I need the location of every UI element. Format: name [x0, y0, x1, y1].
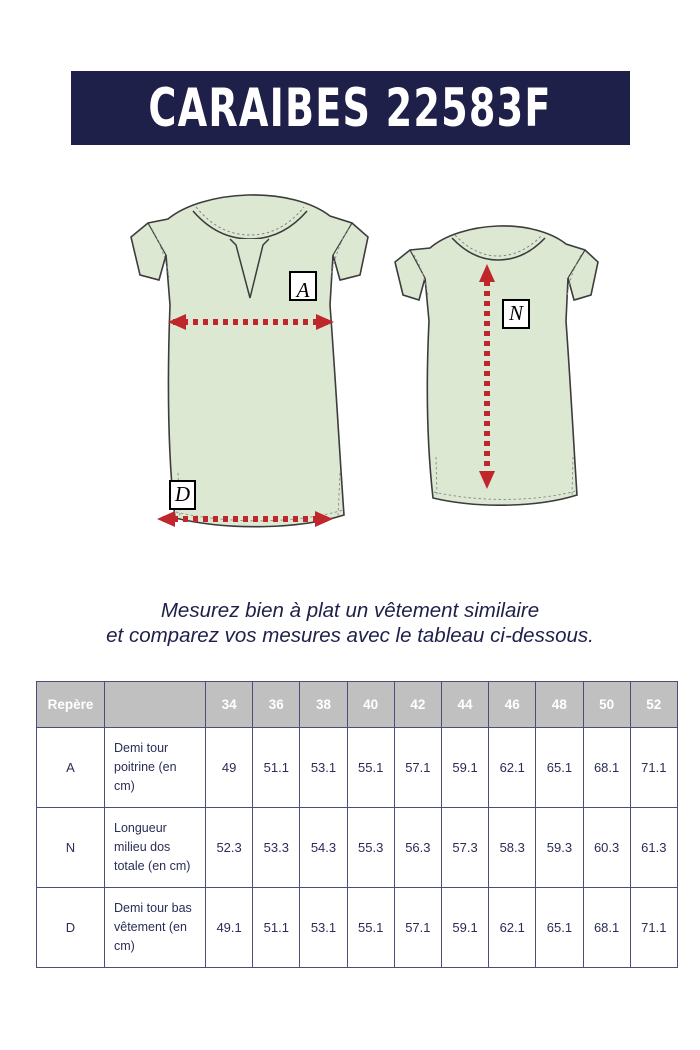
row-value: 53.1 [300, 888, 347, 968]
row-value: 53.1 [300, 728, 347, 808]
svg-text:D: D [174, 481, 191, 506]
header-size-50: 50 [583, 682, 630, 728]
row-value: 71.1 [630, 888, 677, 968]
table-row [37, 808, 678, 888]
row-repere: D [37, 888, 105, 968]
row-value: 57.1 [394, 728, 441, 808]
header-size-46: 46 [489, 682, 536, 728]
row-value: 57.1 [394, 888, 441, 968]
row-value: 59.3 [536, 808, 583, 888]
header-size-40: 40 [347, 682, 394, 728]
row-value: 71.1 [630, 728, 677, 808]
row-value: 53.3 [253, 808, 300, 888]
row-value: 57.3 [441, 808, 488, 888]
svg-text:A: A [296, 277, 310, 302]
table-row [37, 728, 678, 808]
row-value: 65.1 [536, 888, 583, 968]
instructions-line-1: Mesurez bien à plat un vêtement similaire [160, 599, 540, 622]
header-size-48: 48 [536, 682, 583, 728]
header-description [105, 682, 206, 728]
row-value: 56.3 [394, 808, 441, 888]
table-row [37, 888, 678, 968]
row-value: 62.1 [489, 888, 536, 968]
row-value: 60.3 [583, 808, 630, 888]
row-value: 49 [206, 728, 253, 808]
row-value: 65.1 [536, 728, 583, 808]
row-value: 68.1 [583, 728, 630, 808]
row-value: 68.1 [583, 888, 630, 968]
row-repere: N [37, 808, 105, 888]
size-chart-body [37, 728, 678, 968]
back-body-shape [395, 226, 598, 505]
size-chart-table [36, 681, 678, 968]
svg-text:N: N [508, 300, 524, 325]
row-value: 55.1 [347, 728, 394, 808]
row-description: Demi tour bas vêtement (en cm) [105, 888, 206, 968]
measure-label-a [290, 272, 316, 302]
header-size-34: 34 [206, 682, 253, 728]
row-value: 62.1 [489, 728, 536, 808]
back-view [395, 226, 598, 505]
row-description: Longueur milieu dos totale (en cm) [105, 808, 206, 888]
page-title: CARAIBES 22583F [148, 77, 553, 139]
measure-label-d [170, 481, 195, 509]
row-value: 51.1 [253, 728, 300, 808]
front-view [131, 195, 368, 527]
size-chart-head [37, 682, 678, 728]
table-header-row [37, 682, 678, 728]
row-value: 49.1 [206, 888, 253, 968]
row-value: 59.1 [441, 888, 488, 968]
row-value: 55.1 [347, 888, 394, 968]
row-value: 59.1 [441, 728, 488, 808]
header-repere: Repère [37, 682, 105, 728]
row-value: 54.3 [300, 808, 347, 888]
header-size-36: 36 [253, 682, 300, 728]
row-description: Demi tour poitrine (en cm) [105, 728, 206, 808]
header-size-42: 42 [394, 682, 441, 728]
row-value: 52.3 [206, 808, 253, 888]
row-value: 61.3 [630, 808, 677, 888]
instructions-line-2: et comparez vos mesures avec le tableau ci-dessous. [106, 624, 594, 647]
row-repere: A [37, 728, 105, 808]
title-band [71, 71, 630, 145]
row-value: 51.1 [253, 888, 300, 968]
header-size-44: 44 [441, 682, 488, 728]
row-value: 55.3 [347, 808, 394, 888]
header-size-52: 52 [630, 682, 677, 728]
header-size-38: 38 [300, 682, 347, 728]
measurement-instructions [0, 598, 700, 648]
row-value: 58.3 [489, 808, 536, 888]
measure-label-n [503, 300, 529, 328]
garment-illustration [0, 185, 700, 575]
